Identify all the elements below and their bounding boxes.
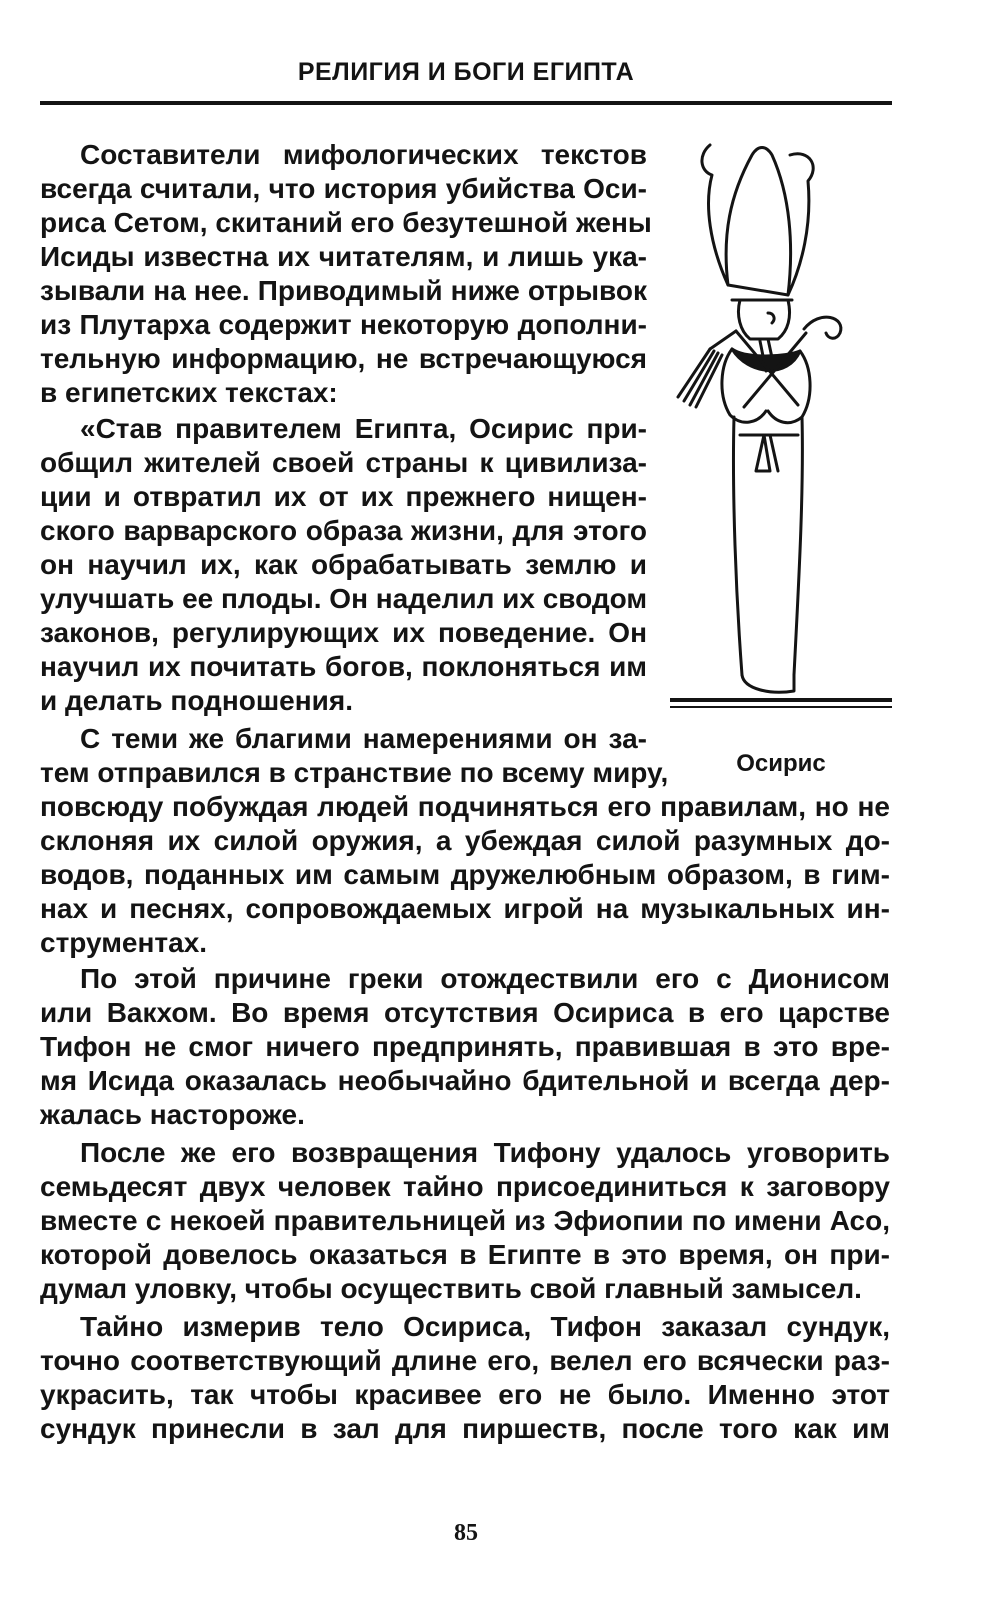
- text-line: ского варварского образа жизни, для этого: [40, 515, 647, 546]
- text-line: украсить, так чтобы красивее его не было. Именно этот: [40, 1379, 890, 1410]
- text-line: риса Сетом, скитаний его безутешной жены: [40, 207, 652, 238]
- figure-caption: Осирис: [736, 750, 826, 777]
- text-line: жалась настороже.: [40, 1099, 305, 1130]
- text-line: Тайно измерив тело Осириса, Тифон заказал сундук,: [80, 1311, 890, 1342]
- text-line: сундук принесли в зал для пиршеств, после того как им: [40, 1413, 890, 1444]
- text-line: общил жителей своей страны к цивилиза-: [40, 447, 647, 478]
- text-line: зывали на нее. Приводимый ниже отрывок: [40, 275, 647, 306]
- text-line: тельную информацию, не встречающуюся: [40, 343, 647, 374]
- text-line: или Вакхом. Во время отсутствия Осириса в его царстве: [40, 997, 890, 1028]
- osiris-figure-icon: [670, 135, 892, 730]
- text-line: «Став правителем Египта, Осирис при-: [80, 413, 647, 444]
- running-header: РЕЛИГИЯ И БОГИ ЕГИПТА: [297, 58, 635, 86]
- text-line: улучшать ее плоды. Он наделил их сводом: [40, 583, 648, 614]
- text-line: нах и песнях, сопровождаемых игрой на музыкальных ин-: [40, 893, 890, 924]
- text-line: мя Исида оказалась необычайно бдительной и всегда дер-: [40, 1065, 890, 1096]
- page-number: 85: [454, 1520, 478, 1546]
- text-line: Исиды известна их читателям, и лишь ука-: [40, 241, 647, 272]
- text-line: По этой причине греки отождествили его с Дионисом: [80, 963, 890, 994]
- text-line: тем отправился в странствие по всему миру,: [40, 757, 669, 788]
- text-line: семьдесят двух человек тайно присоединиться к заговору: [40, 1171, 890, 1202]
- text-line: точно соответствующий длине его, велел его всячески раз-: [40, 1345, 890, 1376]
- text-line: думал уловку, чтобы осуществить свой главный замысел.: [40, 1273, 862, 1304]
- text-line: из Плутарха содержит некоторую дополни-: [40, 309, 647, 340]
- text-line: водов, поданных им самым дружелюбным образом, в гим-: [40, 859, 890, 890]
- text-line: он научил их, как обрабатывать землю и: [40, 549, 647, 580]
- header-rule: [40, 101, 892, 105]
- text-line: законов, регулирующих их поведение. Он: [40, 617, 647, 648]
- text-line: научил их почитать богов, поклоняться им: [40, 651, 647, 682]
- text-line: склоняя их силой оружия, а убеждая силой разумных до-: [40, 825, 890, 856]
- text-line: С теми же благими намерениями он за-: [80, 723, 647, 754]
- text-line: повсюду побуждая людей подчиняться его правилам, но не: [40, 791, 890, 822]
- text-line: которой довелось оказаться в Египте в это время, он при-: [40, 1239, 890, 1270]
- text-line: После же его возвращения Тифону удалось уговорить: [80, 1137, 890, 1168]
- text-line: ции и отвратил их от их прежнего нищен-: [40, 481, 647, 512]
- text-line: Составители мифологических текстов: [80, 139, 647, 170]
- text-line: Тифон не смог ничего предпринять, правившая в это вре-: [40, 1031, 890, 1062]
- text-line: вместе с некоей правительницей из Эфиопии по имени Асо,: [40, 1205, 890, 1236]
- text-line: всегда считали, что история убийства Оси-: [40, 173, 647, 204]
- text-line: струментах.: [40, 927, 208, 958]
- text-line: в египетских текстах:: [40, 377, 338, 408]
- text-line: и делать подношения.: [40, 685, 353, 716]
